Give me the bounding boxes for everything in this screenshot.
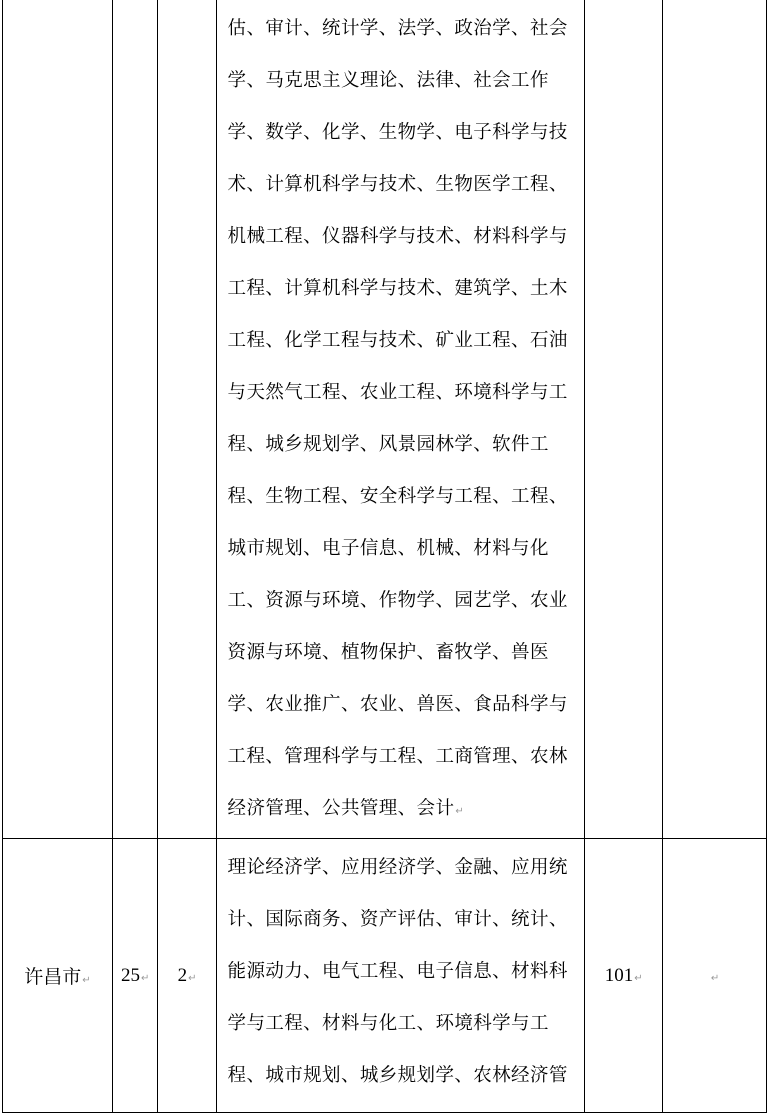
- count-cell: [112, 0, 158, 839]
- count-cell: [112, 839, 158, 1113]
- remarks-cell: [663, 0, 767, 839]
- paragraph-mark-icon: ↵: [455, 806, 465, 817]
- majors-cell: [216, 839, 585, 1113]
- recruitment-table: [2, 0, 767, 1113]
- city-cell: [3, 839, 113, 1113]
- count-value: 25: [120, 964, 140, 986]
- count-cell: [158, 839, 216, 1113]
- total-value: 101: [604, 964, 634, 986]
- count-value: 2: [177, 964, 188, 986]
- city-name: 许昌市: [24, 966, 82, 988]
- city-cell: [3, 0, 113, 839]
- paragraph-mark-icon: ↵: [82, 975, 91, 986]
- table-row: [3, 839, 767, 1113]
- table-row: [3, 0, 767, 839]
- paragraph-mark-icon: ↵: [140, 972, 150, 984]
- paragraph-mark-icon: ↵: [188, 972, 197, 984]
- total-cell: [585, 839, 663, 1113]
- paragraph-mark-icon: ↵: [710, 973, 720, 984]
- paragraph-mark-icon: ↵: [634, 972, 643, 984]
- majors-cell: [216, 0, 585, 839]
- majors-text: 理论经济学、应用经济学、金融、应用统计、国际商务、资产评估、审计、统计、能源动力、电气工程、电子信息、材料科学与工程、材料与化工、环境科学与工程、城市规划、城乡规划学、农林经济管: [227, 857, 568, 1086]
- remarks-cell: [663, 839, 767, 1113]
- total-cell: [585, 0, 663, 839]
- majors-text: 估、审计、统计学、法学、政治学、社会学、马克思主义理论、法律、社会工作学、数学、化学、生物学、电子科学与技术、计算机科学与技术、生物医学工程、机械工程、仪器科学与技术、材料科学与工程、计算机科学与技术、建筑学、土木工程、化学工程与技术、矿业工程、石油与天然气工程、农业工程、环境科学与工程、城乡规划学、风景园林学、软件工程、生物工程、安全科学与工程、工程、城市规划、电子信息、机械、材料与化工、资源与环境、作物学、园艺学、农业资源与环境、植物保护、畜牧学、兽医学、农业推广、农业、兽医、食品科学与工程、管理科学与工程、工商管理、农林经济管理、公共管理、会计: [227, 18, 568, 819]
- count-cell: [158, 0, 216, 839]
